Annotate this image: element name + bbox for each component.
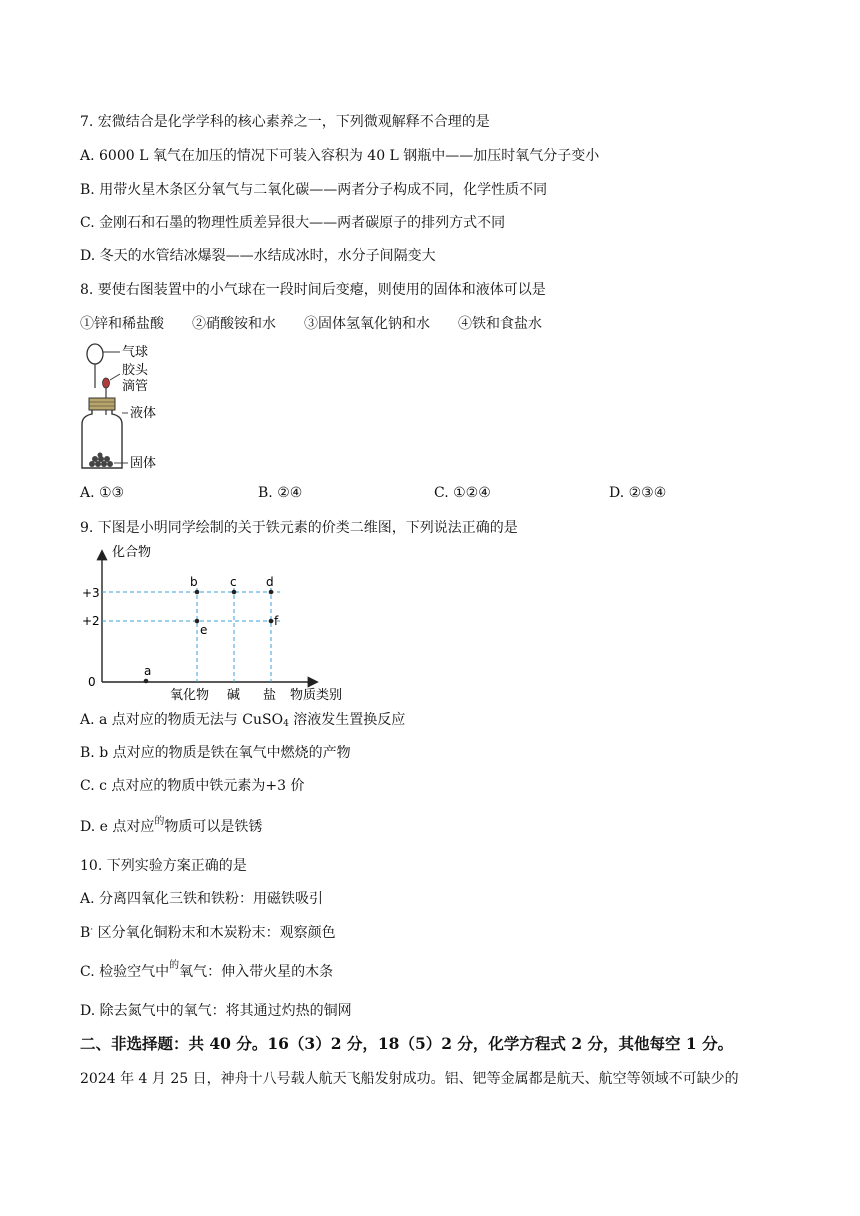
point-label-b: b	[190, 575, 198, 589]
balloon-shape	[87, 344, 103, 364]
q10-option-c: C. 检验空气中$^的$氧气：伸入带火星的木条	[80, 960, 334, 980]
q7-option-d: D. 冬天的水管结冰爆裂——水结成冰时，水分子间隔变大	[80, 248, 436, 264]
q10-option-a: A. 分离四氧化三铁和铁粉：用磁铁吸引	[80, 891, 324, 907]
q9-option-c: C. c 点对应的物质中铁元素为+3 价	[80, 778, 305, 794]
point-a	[144, 679, 149, 684]
label-solid: 固体	[130, 456, 157, 471]
valence-class-diagram	[80, 544, 360, 704]
label-dropper-2: 滴管	[122, 379, 149, 394]
ytick-plus3: +3	[82, 586, 100, 600]
point-label-f: f	[274, 614, 279, 628]
point-label-d: d	[266, 575, 274, 589]
q9-option-b: B. b 点对应的物质是铁在氧气中燃烧的产物	[80, 745, 351, 761]
q8-items: ①锌和稀盐酸 ②硝酸铵和水 ③固体氢氧化钠和水 ④铁和食盐水	[80, 316, 542, 332]
q9-option-a: A. a 点对应的物质无法与 CuSO$_4$ 溶液发生置换反应	[80, 712, 406, 729]
point-label-e: e	[200, 623, 208, 637]
label-liquid: 液体	[130, 406, 157, 421]
xtick-base: 碱	[227, 688, 241, 703]
label-dropper-1: 胶头	[122, 363, 149, 378]
dashed-guides	[102, 588, 280, 682]
q7-stem: 7. 宏微结合是化学学科的核心素养之一，下列微观解释不合理的是	[80, 114, 490, 130]
ytick-zero: 0	[88, 675, 96, 689]
x-axis-label: 物质类别	[290, 688, 343, 703]
point-e	[195, 619, 200, 624]
q8-option-a: A. ①③	[80, 485, 125, 501]
q7-option-c: C. 金刚石和石墨的物理性质差异很大——两者碳原子的排列方式不同	[80, 215, 506, 231]
q8-option-c: C. ①②④	[434, 485, 491, 501]
q8-stem: 8. 要使右图装置中的小气球在一段时间后变瘪，则使用的固体和液体可以是	[80, 282, 546, 298]
q8-apparatus-figure	[80, 340, 190, 475]
section2-title: 二、非选择题：共 40 分。16（3）2 分，18（5）2 分，化学方程式 2 分，其他每空 1 分。	[80, 1034, 734, 1053]
point-f	[269, 619, 274, 624]
q8-option-b: B. ②④	[258, 485, 303, 501]
q10-stem: 10. 下列实验方案正确的是	[80, 858, 247, 874]
q10-option-b: B· 区分氧化铜粉末和木炭粉末：观察颜色	[80, 925, 336, 941]
xtick-oxide: 氧化物	[170, 688, 210, 703]
point-b	[195, 590, 200, 595]
xtick-salt: 盐	[263, 688, 277, 703]
dropper-bulb	[103, 378, 110, 388]
q9-option-d: D. e 点对应$^的$物质可以是铁锈	[80, 816, 263, 835]
q10-option-d: D. 除去氮气中的氧气：将其通过灼热的铜网	[80, 1003, 352, 1019]
label-balloon: 气球	[122, 345, 149, 360]
solid-granules	[89, 453, 113, 468]
section2-intro: 2024 年 4 月 25 日，神舟十八号载人航天飞船发射成功。铝、钯等金属都是航天、航空等领域不可缺少的	[80, 1071, 739, 1087]
point-c	[232, 590, 237, 595]
q9-stem: 9. 下图是小明同学绘制的关于铁元素的价类二维图，下列说法正确的是	[80, 520, 518, 536]
stopper	[89, 398, 115, 410]
point-d	[269, 590, 274, 595]
point-label-c: c	[230, 575, 237, 589]
q7-option-a: A. 6000 L 氧气在加压的情况下可装入容积为 40 L 钢瓶中——加压时氧气分子变小	[80, 148, 600, 164]
ytick-plus2: +2	[82, 614, 100, 628]
q7-option-b: B. 用带火星木条区分氧气与二氧化碳——两者分子构成不同，化学性质不同	[80, 182, 548, 198]
point-label-a: a	[144, 664, 152, 678]
y-axis-label: 化合物	[112, 545, 152, 560]
q8-option-d: D. ②③④	[609, 485, 667, 501]
